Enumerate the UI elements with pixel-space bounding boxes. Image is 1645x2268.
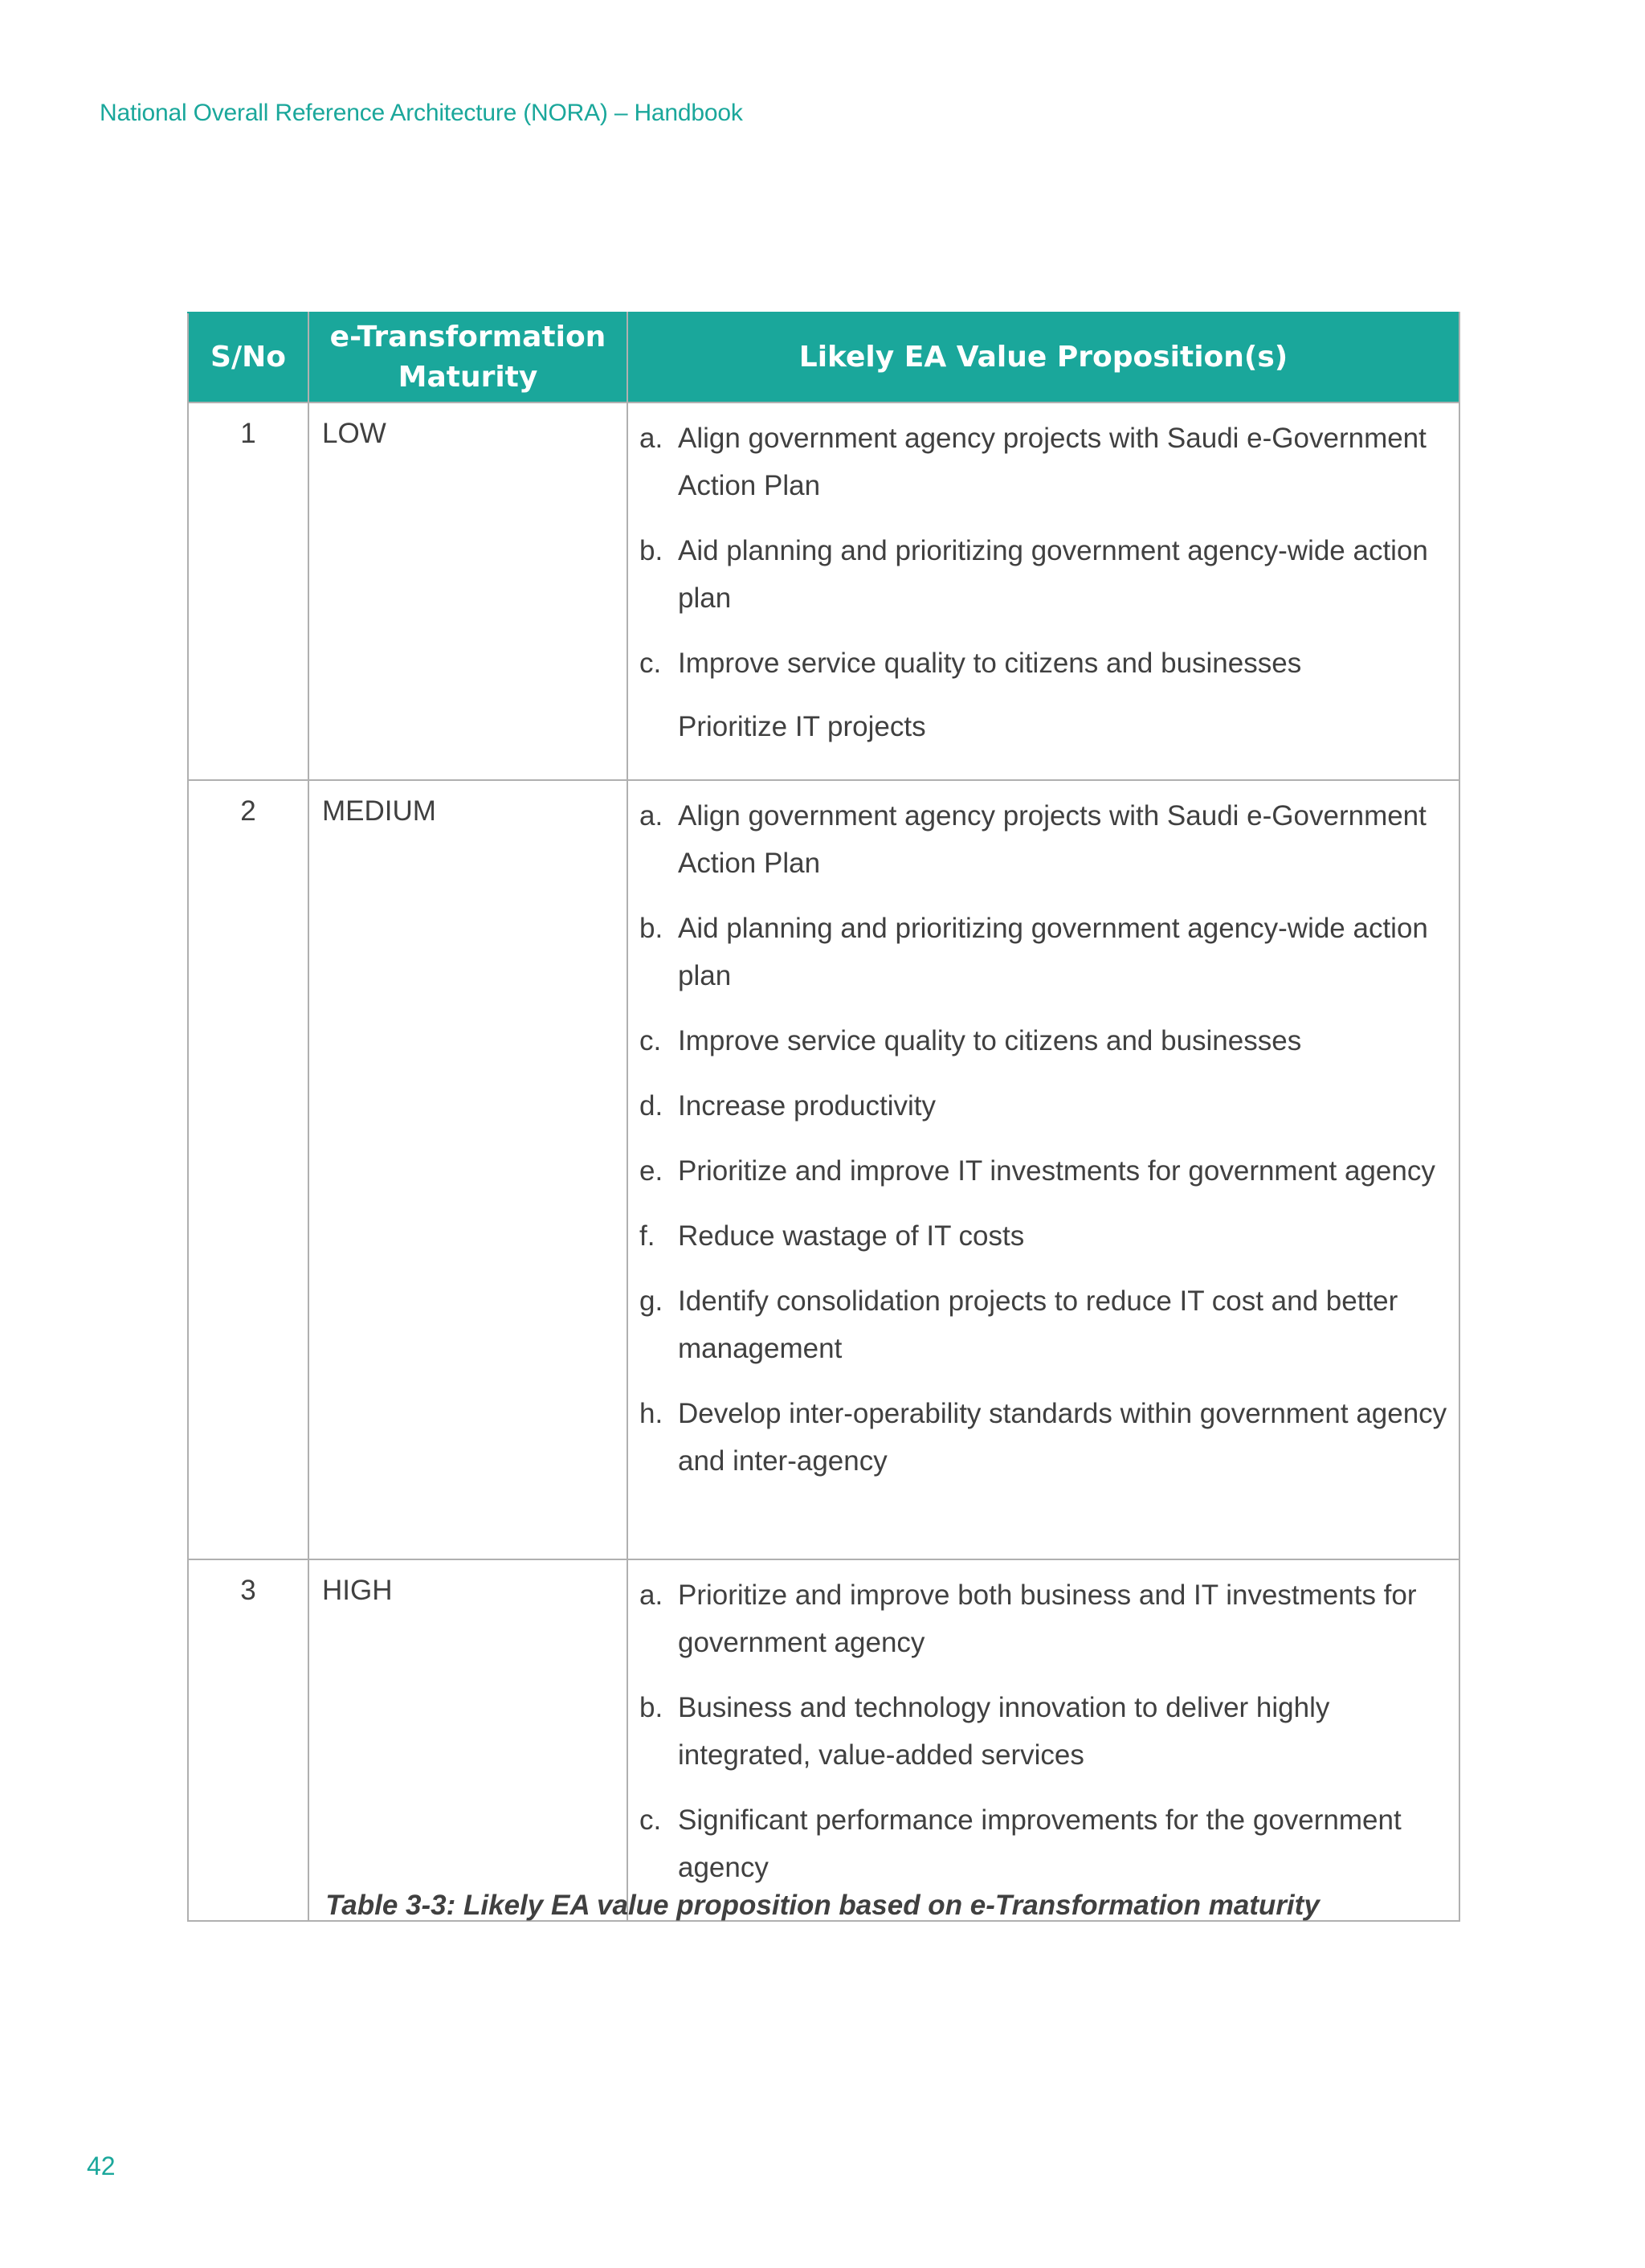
list-item	[639, 905, 1451, 999]
list-item	[639, 1571, 1451, 1666]
list-item-text: Align government agency projects with Saudi e-Government Action Plan	[678, 423, 1427, 501]
list-item-letter: c.	[639, 648, 662, 679]
list-item-text: Increase productivity	[678, 1090, 936, 1122]
column-header-value-proposition: Likely EA Value Proposition(s)	[627, 313, 1459, 403]
proposition-list	[639, 792, 1451, 1485]
list-item-letter: e.	[639, 1155, 663, 1187]
column-header-maturity: e-Transformation Maturity	[308, 313, 627, 403]
list-item-text: Aid planning and prioritizing government agency-wide action plan	[678, 535, 1428, 614]
list-item	[639, 640, 1451, 687]
list-item-text: Align government agency projects with Saudi e-Government Action Plan	[678, 800, 1427, 879]
list-item-text: Improve service quality to citizens and businesses	[678, 1025, 1302, 1056]
page-header-title: National Overall Reference Architecture (NORA) – Handbook	[100, 100, 743, 126]
list-item	[639, 1684, 1451, 1779]
list-item-letter: a.	[639, 423, 663, 454]
extra-proposition-text: Prioritize IT projects	[678, 711, 926, 742]
list-item-text: Identify consolidation projects to reduce IT cost and better management	[678, 1285, 1398, 1364]
list-item-letter: c.	[639, 1804, 662, 1836]
list-item	[639, 1390, 1451, 1485]
cell-maturity: MEDIUM	[308, 780, 627, 1559]
column-header-sno: S/No	[188, 313, 308, 403]
list-item	[639, 1017, 1451, 1065]
list-item	[639, 792, 1451, 887]
list-item-text: Prioritize and improve both business and IT investments for government agency	[678, 1579, 1417, 1658]
cell-value-propositions	[627, 403, 1459, 780]
cell-value-propositions	[627, 1559, 1459, 1921]
list-item-letter: g.	[639, 1285, 663, 1317]
list-item-letter: f.	[639, 1220, 655, 1252]
proposition-list	[639, 415, 1451, 687]
cell-sno: 1	[188, 403, 308, 780]
list-item	[639, 1147, 1451, 1195]
value-proposition-table	[187, 312, 1460, 1922]
cell-sno: 3	[188, 1559, 308, 1921]
table-row	[188, 403, 1459, 780]
list-item-letter: a.	[639, 800, 663, 832]
table-row	[188, 1559, 1459, 1921]
list-item	[639, 415, 1451, 509]
list-item-text: Develop inter-operability standards within government agency and inter-agency	[678, 1398, 1447, 1477]
list-item-text: Prioritize and improve IT investments for government agency	[678, 1155, 1435, 1187]
list-item-letter: h.	[639, 1398, 663, 1429]
list-item-letter: c.	[639, 1025, 662, 1056]
list-item-letter: b.	[639, 913, 663, 944]
list-item-letter: b.	[639, 535, 663, 566]
list-item-text: Improve service quality to citizens and businesses	[678, 648, 1302, 679]
cell-sno: 2	[188, 780, 308, 1559]
table-header-row	[188, 313, 1459, 403]
list-item	[639, 1212, 1451, 1260]
list-item-letter: b.	[639, 1692, 663, 1723]
list-item	[639, 1277, 1451, 1372]
value-proposition-table-container	[187, 312, 1459, 1922]
list-item-text: Significant performance improvements for the government agency	[678, 1804, 1402, 1883]
cell-maturity: LOW	[308, 403, 627, 780]
list-item-text: Reduce wastage of IT costs	[678, 1220, 1025, 1252]
list-item	[639, 527, 1451, 622]
table-row	[188, 780, 1459, 1559]
proposition-list	[639, 1571, 1451, 1891]
list-item	[639, 1796, 1451, 1891]
list-item	[639, 1082, 1451, 1130]
cell-value-propositions	[627, 780, 1459, 1559]
list-item-text: Business and technology innovation to deliver highly integrated, value-added services	[678, 1692, 1330, 1771]
list-item-text: Aid planning and prioritizing government agency-wide action plan	[678, 913, 1428, 991]
table-caption: Table 3-3: Likely EA value proposition based on e-Transformation maturity	[325, 1890, 1320, 1921]
page-number: 42	[87, 2152, 116, 2180]
list-item-letter: a.	[639, 1579, 663, 1611]
list-item-letter: d.	[639, 1090, 663, 1122]
cell-maturity: HIGH	[308, 1559, 627, 1921]
